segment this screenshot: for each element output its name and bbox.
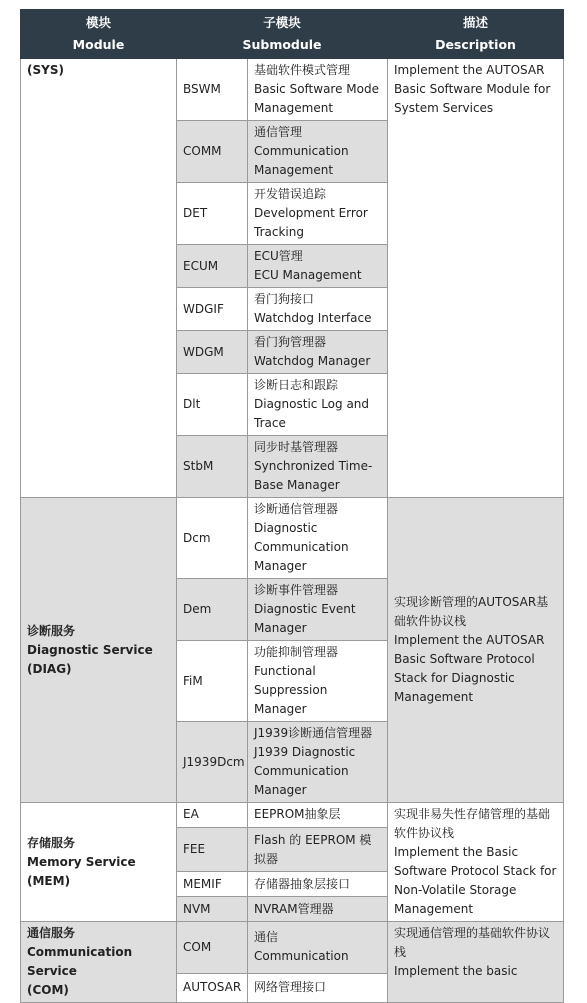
- submodule-name: 诊断事件管理器 Diagnostic Event Manager: [248, 579, 388, 641]
- table-row: [21, 59, 564, 121]
- submodule-code: Dlt: [177, 374, 248, 436]
- submodule-code: COM: [177, 922, 248, 974]
- submodule-name: 存储器抽象层接口: [248, 872, 388, 897]
- submodule-code: NVM: [177, 897, 248, 922]
- submodule-name: 开发错误追踪 Development Error Tracking: [248, 183, 388, 245]
- submodule-name: 同步时基管理器 Synchronized Time-Base Manager: [248, 436, 388, 498]
- module-cell-diag: 诊断服务 Diagnostic Service (DIAG): [21, 498, 177, 803]
- description-cell-diag: 实现诊断管理的AUTOSAR基础软件协议栈 Implement the AUTOSAR Basic Software Protocol Stack for Diagnostic Management: [388, 498, 564, 803]
- submodule-code: Dcm: [177, 498, 248, 579]
- autosar-services-table: [20, 9, 564, 1003]
- description-cell-mem: 实现非易失性存储管理的基础软件协议栈 Implement the Basic Software Protocol Stack for Non-Volatile Storage Management: [388, 803, 564, 922]
- header-description: 描述 Description: [388, 10, 564, 59]
- submodule-code: WDGM: [177, 331, 248, 374]
- submodule-name: NVRAM管理器: [248, 897, 388, 922]
- submodule-code: J1939Dcm: [177, 722, 248, 803]
- submodule-name: 网络管理接口: [248, 973, 388, 1002]
- submodule-code: MEMIF: [177, 872, 248, 897]
- submodule-code: ECUM: [177, 245, 248, 288]
- submodule-name: J1939诊断通信管理器 J1939 Diagnostic Communication Manager: [248, 722, 388, 803]
- submodule-name: 看门狗接口 Watchdog Interface: [248, 288, 388, 331]
- submodule-code: StbM: [177, 436, 248, 498]
- submodule-name: 基础软件模式管理 Basic Software Mode Management: [248, 59, 388, 121]
- submodule-name: ECU管理 ECU Management: [248, 245, 388, 288]
- submodule-name: 诊断通信管理器 Diagnostic Communication Manager: [248, 498, 388, 579]
- table-row: [21, 803, 564, 828]
- submodule-name: 看门狗管理器 Watchdog Manager: [248, 331, 388, 374]
- table-row: [21, 922, 564, 974]
- header-row: [21, 10, 564, 59]
- description-cell-com: 实现通信管理的基础软件协议栈 Implement the basic: [388, 922, 564, 1003]
- module-cell-mem: 存储服务 Memory Service (MEM): [21, 803, 177, 922]
- module-cell-com: 通信服务 Communication Service (COM): [21, 922, 177, 1003]
- header-module: 模块 Module: [21, 10, 177, 59]
- submodule-name: Flash 的 EEPROM 模拟器: [248, 827, 388, 871]
- submodule-name: 诊断日志和跟踪 Diagnostic Log and Trace: [248, 374, 388, 436]
- submodule-code: WDGIF: [177, 288, 248, 331]
- submodule-name: 通信 Communication: [248, 922, 388, 974]
- submodule-name: EEPROM抽象层: [248, 803, 388, 828]
- submodule-name: 功能抑制管理器 Functional Suppression Manager: [248, 641, 388, 722]
- header-submodule: 子模块 Submodule: [177, 10, 388, 59]
- module-cell-sys: (SYS): [21, 59, 177, 498]
- submodule-code: EA: [177, 803, 248, 828]
- submodule-code: FiM: [177, 641, 248, 722]
- submodule-code: AUTOSAR: [177, 973, 248, 1002]
- description-cell-sys: Implement the AUTOSAR Basic Software Module for System Services: [388, 59, 564, 498]
- table-row: [21, 498, 564, 579]
- submodule-code: Dem: [177, 579, 248, 641]
- submodule-name: 通信管理 Communication Management: [248, 121, 388, 183]
- submodule-code: COMM: [177, 121, 248, 183]
- submodule-code: BSWM: [177, 59, 248, 121]
- submodule-code: DET: [177, 183, 248, 245]
- submodule-code: FEE: [177, 827, 248, 871]
